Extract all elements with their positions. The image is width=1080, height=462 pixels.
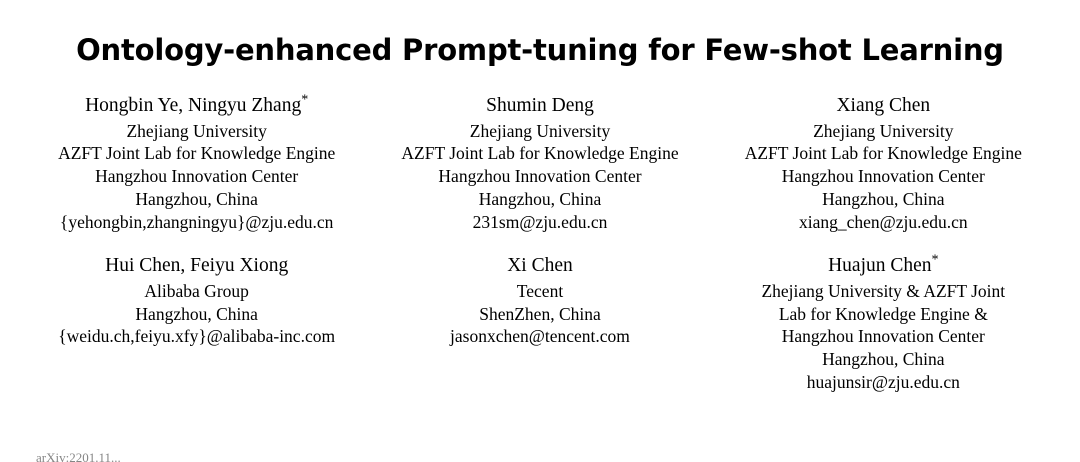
- author-name-text: Huajun Chen: [828, 255, 932, 277]
- author-location-line: ShenZhen, China: [479, 303, 601, 324]
- footer-note: arXiv:2201.11...: [36, 450, 121, 462]
- author-block: [28, 93, 365, 233]
- corresponding-marker: *: [931, 251, 939, 268]
- author-affiliation-line: Hangzhou Innovation Center: [95, 166, 299, 187]
- author-email: huajunsir@zju.edu.cn: [806, 371, 960, 392]
- author-email: xiang_chen@zju.edu.cn: [798, 211, 968, 232]
- author-name-text: Xiang Chen: [836, 95, 931, 117]
- author-row-2: [28, 253, 1052, 393]
- author-block: [715, 253, 1052, 393]
- author-email: {weidu.ch,feiyu.xfy}@alibaba-inc.com: [58, 326, 336, 347]
- author-location-line: Hangzhou, China: [822, 349, 945, 370]
- author-name: [28, 253, 365, 278]
- author-affiliation-line: Hangzhou Innovation Center: [438, 166, 642, 187]
- author-affiliation-line: Hangzhou Innovation Center: [781, 326, 985, 347]
- author-name: [371, 253, 708, 278]
- author-location-line: Hangzhou, China: [135, 303, 258, 324]
- author-affiliation-line: Zhejiang University & AZFT Joint: [761, 280, 1006, 301]
- author-email: {yehongbin,zhangningyu}@zju.edu.cn: [59, 211, 334, 232]
- author-block: [371, 253, 708, 393]
- page-title: Ontology-enhanced Prompt-tuning for Few-shot Learning: [76, 33, 1004, 67]
- author-name-text: Xi Chen: [507, 255, 573, 277]
- author-affiliation-line: AZFT Joint Lab for Knowledge Engine: [401, 143, 679, 164]
- author-name: [28, 93, 365, 118]
- author-affiliation-line: Alibaba Group: [144, 280, 249, 301]
- author-affiliation-line: Zhejiang University: [813, 120, 954, 141]
- author-affiliation-line: AZFT Joint Lab for Knowledge Engine: [744, 143, 1022, 164]
- paper-header-page: [0, 33, 1080, 462]
- author-affiliation-line: Tecent: [516, 280, 564, 301]
- author-email: 231sm@zju.edu.cn: [472, 211, 608, 232]
- author-location-line: Hangzhou, China: [822, 188, 945, 209]
- author-block: [371, 93, 708, 233]
- author-name: [371, 93, 708, 118]
- author-name-text: Hongbin Ye, Ningyu Zhang: [85, 95, 302, 117]
- author-location-line: Hangzhou, China: [135, 188, 258, 209]
- author-block: [28, 253, 365, 393]
- author-name: [715, 93, 1052, 118]
- author-email: jasonxchen@tencent.com: [450, 326, 630, 347]
- author-name-text: Shumin Deng: [486, 95, 594, 117]
- author-affiliation-line: Zhejiang University: [126, 120, 267, 141]
- corresponding-marker: *: [301, 91, 309, 108]
- author-affiliation-line: Zhejiang University: [469, 120, 611, 141]
- author-name-text: Hui Chen, Feiyu Xiong: [105, 255, 289, 277]
- author-affiliation-line: AZFT Joint Lab for Knowledge Engine: [58, 143, 336, 164]
- author-block: [715, 93, 1052, 233]
- author-name: [715, 253, 1052, 278]
- author-affiliation-line: Lab for Knowledge Engine &: [778, 303, 988, 324]
- author-affiliation-line: Hangzhou Innovation Center: [781, 166, 985, 187]
- author-row-1: [28, 93, 1052, 233]
- author-location-line: Hangzhou, China: [478, 188, 602, 209]
